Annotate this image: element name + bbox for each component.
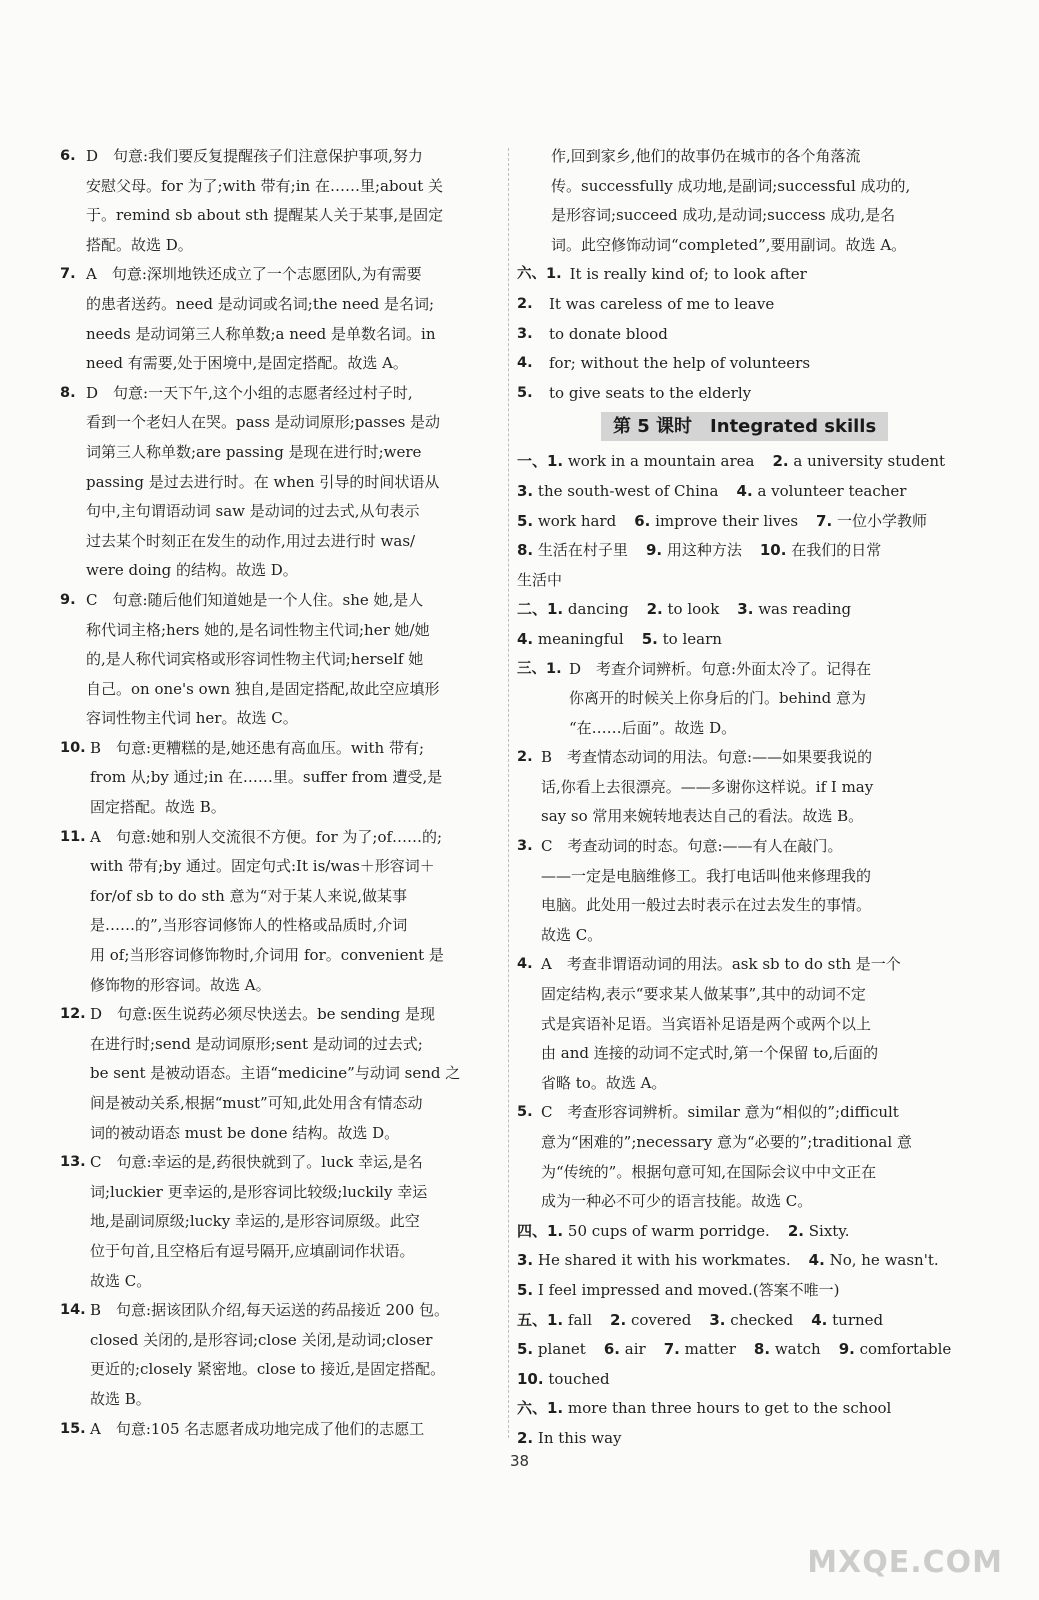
answer-number: 4. (517, 629, 534, 648)
answer-item (517, 349, 955, 379)
answer-line: need 有需要,处于困境中,是固定搭配。故选 A。 (86, 354, 408, 373)
watermark-text: MXQE.COM (807, 1545, 1003, 1580)
answer-text: Sixty. (808, 1221, 850, 1240)
answer-pair (839, 1335, 952, 1365)
answer-number: 10. (759, 541, 787, 560)
answer-text: 用这种方法 (666, 541, 742, 560)
answer-row (517, 1306, 955, 1336)
answer-item (517, 950, 955, 1098)
answer-item (60, 1148, 498, 1296)
answer-line: A 句意:105 名志愿者成功地完成了他们的志愿工 (90, 1419, 425, 1438)
answer-line: B 句意:据该团队介绍,每天运送的药品接近 200 包。 (90, 1301, 450, 1320)
answer-number: 3. (517, 325, 533, 342)
answer-pair (760, 536, 881, 566)
answer-number: 6. (634, 511, 651, 530)
answer-pair (737, 477, 907, 507)
answer-text: covered (630, 1310, 692, 1329)
page-number: 38 (509, 1452, 530, 1470)
right-column (517, 142, 955, 1454)
answer-number: 六、1. (517, 1399, 564, 1418)
answer-line: 生活中 (517, 570, 563, 589)
answer-number: 4. (808, 1251, 825, 1270)
answer-body (90, 823, 498, 1001)
answer-line: A 句意:她和别人交流很不方便。for 为了;of……的; (90, 827, 443, 846)
answer-line: 作,回到家乡,他们的故事仍在城市的各个角落流 (551, 147, 861, 165)
answer-item (517, 1098, 955, 1216)
answer-line: C 句意:幸运的是,药很快就到了。luck 幸运,是名 (90, 1153, 423, 1172)
answer-line: D 句意:医生说药必须尽快送去。be sending 是现 (90, 1005, 435, 1024)
answer-line: ——一定是电脑维修工。我打电话叫他来修理我的 (541, 866, 872, 885)
answer-number: 3. (517, 838, 533, 855)
answer-text: to learn (662, 629, 722, 648)
answer-text: a volunteer teacher (757, 481, 907, 500)
answer-pair (647, 595, 720, 625)
answer-body (86, 586, 498, 734)
answer-text: matter (684, 1340, 736, 1359)
answer-line: 看到一个老妇人在哭。pass 是动词原形;passes 是动 (86, 413, 441, 432)
answer-item (60, 1296, 498, 1414)
answer-pair (517, 1365, 610, 1395)
answer-text: planet (537, 1340, 586, 1359)
answer-body (541, 950, 955, 1098)
answer-row (517, 1394, 955, 1424)
answer-number: 4. (736, 481, 753, 500)
answer-row (517, 477, 955, 507)
column-divider (508, 148, 509, 1438)
answer-text: comfortable (859, 1340, 952, 1359)
answer-item (517, 290, 955, 320)
answer-line: be sent 是被动语态。主语“medicine”与动词 send 之 (90, 1064, 461, 1083)
answer-pair (517, 1394, 891, 1424)
answer-item (60, 734, 498, 823)
section-title: 第 5 课时 Integrated skills (601, 412, 888, 441)
answer-line: 故选 C。 (541, 925, 603, 944)
answer-row (517, 1424, 955, 1454)
answer-number: 11. (60, 828, 86, 845)
answer-number: 3. (517, 1251, 534, 1270)
answer-number: 2. (787, 1221, 804, 1240)
answer-pair (754, 1335, 821, 1365)
answer-line: 故选 B。 (90, 1389, 151, 1408)
answer-body (86, 260, 498, 378)
answer-text: was reading (758, 600, 852, 619)
answer-line: 为“传统的”。根据句意可知,在国际会议中中文正在 (541, 1162, 877, 1181)
answer-line: 更近的;closely 紧密地。close to 接近,是固定搭配。 (90, 1360, 446, 1379)
answer-number: 2. (772, 452, 789, 471)
answer-item (60, 586, 498, 734)
answer-number: 5. (517, 1280, 534, 1299)
answer-line: B 考查情态动词的用法。句意:——如果要我说的 (541, 748, 873, 767)
answer-line: 传。successfully 成功地,是副词;successful 成功的, (551, 176, 911, 195)
answer-item (517, 832, 955, 950)
answer-body (569, 655, 955, 744)
answer-text: to donate blood (549, 324, 668, 343)
answer-pair (517, 1306, 592, 1336)
answer-pair (646, 536, 742, 566)
answer-row (517, 1246, 955, 1276)
answer-row (517, 1365, 955, 1395)
answer-item (517, 379, 955, 409)
answer-line: 电脑。此处用一般过去时表示在过去发生的事情。 (541, 896, 872, 915)
answer-number: 2. (517, 295, 533, 312)
answer-row (517, 1217, 955, 1247)
answer-line: 的,是人称代词宾格或形容词性物主代词;herself 她 (86, 650, 424, 669)
answer-text: In this way (537, 1428, 622, 1447)
answer-line: “在……后面”。故选 D。 (569, 718, 737, 737)
answer-pair (642, 625, 722, 655)
answer-line: C 考查动词的时态。句意:——有人在敲门。 (541, 837, 843, 856)
answer-body (541, 1098, 955, 1216)
answer-pair (517, 507, 616, 537)
answer-item (60, 1415, 498, 1445)
answer-number: 10. (517, 1369, 544, 1388)
answer-pair (517, 625, 624, 655)
answer-number: 8. (517, 541, 534, 560)
answer-body (90, 1296, 498, 1414)
answer-pair (772, 447, 945, 477)
answer-line: 固定结构,表示“要求某人做某事”,其中的动词不定 (541, 985, 866, 1004)
answer-line: for/of sb to do sth 意为“对于某人来说,做某事 (90, 886, 408, 905)
answer-body (90, 1415, 498, 1445)
answer-line: 容词性物主代词 her。故选 C。 (86, 709, 298, 728)
answer-number: 四、1. (517, 1221, 564, 1240)
answer-number: 6. (603, 1340, 620, 1359)
answer-line: 故选 C。 (90, 1271, 152, 1290)
answer-number: 15. (60, 1420, 86, 1437)
answer-pair (709, 1306, 793, 1336)
answer-pair (788, 1217, 850, 1247)
answer-number: 4. (517, 355, 533, 372)
answer-number: 7. (816, 511, 833, 530)
answer-text: fall (567, 1310, 593, 1329)
answer-body (90, 1000, 498, 1148)
answer-number: 8. (60, 384, 76, 401)
answer-line: were doing 的结构。故选 D。 (86, 561, 298, 580)
answer-row (517, 447, 955, 477)
answer-number: 10. (60, 739, 86, 756)
answer-number: 7. (60, 266, 76, 283)
answer-line: 句中,主句谓语动词 saw 是动词的过去式,从句表示 (86, 502, 420, 521)
answer-line: 修饰物的形容词。故选 A。 (90, 975, 271, 994)
answer-number: 5. (517, 511, 534, 530)
answer-pair (664, 1335, 736, 1365)
answer-text: work hard (537, 511, 617, 530)
answer-line: 是形容词;succeed 成功,是动词;success 成功,是名 (551, 206, 896, 225)
answer-line: B 句意:更糟糕的是,她还患有高血压。with 带有; (90, 738, 424, 757)
answer-line: 式是宾语补足语。当宾语补足语是两个或两个以上 (541, 1014, 872, 1033)
answer-row (517, 1276, 955, 1306)
answer-body (541, 743, 955, 832)
answer-text: It was careless of me to leave (549, 294, 775, 313)
answer-line: 是……的”,当形容词修饰人的性格或品质时,介词 (90, 916, 408, 935)
answer-item (60, 260, 498, 378)
answer-line: D 考查介词辨析。句意:外面太冷了。记得在 (569, 659, 872, 678)
answer-line: 间是被动关系,根据“must”可知,此处用含有情态动 (90, 1094, 423, 1112)
answer-row (517, 507, 955, 537)
answer-line: 词。此空修饰动词“completed”,要用副词。故选 A。 (551, 235, 907, 254)
answer-number: 3. (737, 600, 754, 619)
answer-item (517, 655, 955, 744)
answer-line: D 句意:我们要反复提醒孩子们注意保护事项,努力 (86, 147, 423, 165)
answer-number: 8. (753, 1340, 771, 1359)
answer-number: 六、1. (517, 266, 562, 283)
answer-line: 位于句首,且空格后有逗号隔开,应填副词作状语。 (90, 1241, 415, 1260)
answer-item (517, 743, 955, 832)
answer-number: 7. (663, 1340, 680, 1359)
answer-number: 5. (517, 1340, 534, 1359)
answer-number: 2. (517, 749, 533, 766)
answer-item (517, 320, 955, 350)
answer-line: 于。remind sb about sth 提醒某人关于某事,是固定 (86, 206, 444, 225)
answer-line: say so 常用来婉转地表达自己的看法。故选 B。 (541, 807, 864, 826)
answer-text: 生活在村子里 (537, 541, 628, 560)
answer-body (86, 142, 498, 260)
answer-text: turned (832, 1310, 884, 1329)
answer-text: to look (667, 600, 720, 619)
answer-line: 你离开的时候关上你身后的门。behind 意为 (569, 689, 866, 708)
answer-item (60, 1000, 498, 1148)
answer-pair (816, 507, 927, 537)
answer-pair (517, 536, 628, 566)
answer-number: 2. (517, 1428, 534, 1447)
answer-number: 9. (838, 1340, 855, 1359)
answer-line: A 考查非谓语动词的用法。ask sb to do sth 是一个 (541, 955, 901, 974)
answer-line: 省略 to。故选 A。 (541, 1073, 667, 1092)
answer-number: 6. (60, 148, 76, 164)
answer-number: 一、1. (517, 452, 564, 471)
answer-text: 50 cups of warm porridge. (567, 1221, 770, 1240)
answer-line: C 考查形容词辨析。similar 意为“相似的”;difficult (541, 1103, 899, 1122)
answer-pair (610, 1306, 691, 1336)
answer-pair (517, 447, 754, 477)
answer-number: 9. (60, 591, 76, 608)
answer-line: passing 是过去进行时。在 when 引导的时间状语从 (86, 472, 440, 491)
answer-number: 2. (646, 600, 663, 619)
answer-line: 在进行时;send 是动词原形;sent 是动词的过去式; (90, 1034, 423, 1053)
answer-line: 地,是副词原级;lucky 幸运的,是形容词原级。此空 (90, 1212, 420, 1231)
answer-number: 9. (645, 541, 663, 560)
answer-body (90, 1148, 498, 1296)
answer-line: A 句意:深圳地铁还成立了一个志愿团队,为有需要 (86, 265, 422, 284)
answer-pair (517, 1424, 621, 1454)
answer-line: needs 是动词第三人称单数;a need 是单数名词。in (86, 324, 436, 343)
answer-line: 词的被动语态 must be done 结构。故选 D。 (90, 1123, 400, 1142)
answer-pair (517, 1276, 839, 1306)
answer-number: 4. (517, 956, 533, 973)
answer-text: 一位小学教师 (836, 511, 927, 530)
answer-text: for; without the help of volunteers (549, 354, 811, 373)
answer-pair (517, 1246, 791, 1276)
answer-number: 13. (60, 1154, 86, 1171)
left-column (60, 142, 498, 1444)
answer-line: 自己。on one's own 独自,是固定搭配,故此空应填形 (86, 679, 440, 698)
answer-text: work in a mountain area (567, 452, 755, 471)
answer-text: air (624, 1340, 646, 1359)
answer-pair (737, 595, 851, 625)
answer-line: 话,你看上去很漂亮。——多谢你这样说。if I may (541, 777, 874, 796)
answer-number: 4. (811, 1310, 828, 1329)
answer-line: with 带有;by 通过。固定句式:It is/was＋形容词＋ (90, 857, 435, 876)
answer-text: No, he wasn't. (829, 1251, 939, 1270)
answer-text: to give seats to the elderly (549, 383, 752, 402)
answer-number: 12. (60, 1006, 86, 1023)
answer-text: meaningful (537, 629, 624, 648)
answer-body (86, 379, 498, 586)
answer-line: 词;luckier 更幸运的,是形容词比较级;luckily 幸运 (90, 1182, 428, 1201)
answer-line: 成为一种必不可少的语言技能。故选 C。 (541, 1192, 813, 1211)
answer-row (517, 536, 955, 566)
answer-text: touched (548, 1369, 610, 1388)
answer-body (90, 734, 498, 823)
answer-line: 安慰父母。for 为了;with 带有;in 在……里;about 关 (86, 176, 444, 195)
answer-item (60, 379, 498, 586)
answer-line: 词第三人称单数;are passing 是现在进行时;were (86, 442, 422, 461)
answer-line: from 从;by 通过;in 在……里。suffer from 遭受,是 (90, 768, 443, 787)
answer-item (60, 823, 498, 1001)
answer-pair (604, 1335, 646, 1365)
answer-number: 5. (517, 384, 533, 401)
answer-line: 称代词主格;hers 她的,是名词性物主代词;her 她/她 (86, 620, 430, 639)
answer-number: 5. (517, 1104, 533, 1121)
answer-text: watch (774, 1340, 821, 1359)
answer-pair (517, 477, 719, 507)
answer-text: 在我们的日常 (791, 541, 882, 560)
answer-number: 3. (709, 1310, 726, 1329)
answer-line: 的患者送药。need 是动词或名词;the need 是名词; (86, 294, 435, 313)
answer-body (541, 832, 955, 950)
answer-number: 二、1. (517, 600, 564, 619)
answer-row (517, 625, 955, 655)
answer-line: 过去某个时刻正在发生的动作,用过去进行时 was/ (86, 531, 416, 550)
answer-pair (517, 1217, 770, 1247)
answer-item (60, 142, 498, 260)
answer-pair (811, 1306, 883, 1336)
answer-text: He shared it with his workmates. (537, 1251, 791, 1270)
answer-text: improve their lives (655, 511, 799, 530)
watermark-logo (807, 1460, 1003, 1580)
answer-pair (809, 1246, 939, 1276)
answer-text: I feel impressed and moved.(答案不唯一) (537, 1280, 840, 1299)
answer-line: 用 of;当形容词修饰物时,介词用 for。convenient 是 (90, 946, 444, 965)
answer-line: 固定搭配。故选 B。 (90, 798, 226, 817)
answer-number: 14. (60, 1302, 86, 1319)
answer-number: 3. (517, 481, 534, 500)
answer-pair (634, 507, 798, 537)
answer-line: D 句意:一天下午,这个小组的志愿者经过村子时, (86, 383, 413, 402)
answer-line: closed 关闭的,是形容词;close 关闭,是动词;closer (90, 1330, 433, 1349)
answer-number: 五、1. (517, 1310, 564, 1329)
answer-number: 三、1. (517, 660, 562, 677)
answer-text: the south-west of China (537, 481, 719, 500)
answer-text: It is really kind of; to look after (569, 265, 807, 284)
answer-text: more than three hours to get to the school (567, 1399, 892, 1418)
answer-pair (517, 1335, 586, 1365)
answer-text: dancing (567, 600, 629, 619)
answer-line: 由 and 连接的动词不定式时,第一个保留 to,后面的 (541, 1044, 879, 1063)
answer-text: checked (730, 1310, 794, 1329)
answer-number: 2. (610, 1310, 627, 1329)
answer-item (517, 260, 955, 290)
answer-pair (517, 595, 629, 625)
answer-row (517, 1335, 955, 1365)
answer-number: 5. (641, 629, 658, 648)
answer-line: C 句意:随后他们知道她是一个人住。she 她,是人 (86, 590, 424, 609)
answer-line: 搭配。故选 D。 (86, 235, 193, 254)
answer-line: 意为“困难的”;necessary 意为“必要的”;traditional 意 (541, 1133, 912, 1151)
answer-row (517, 595, 955, 625)
answer-text: a university student (793, 452, 946, 471)
